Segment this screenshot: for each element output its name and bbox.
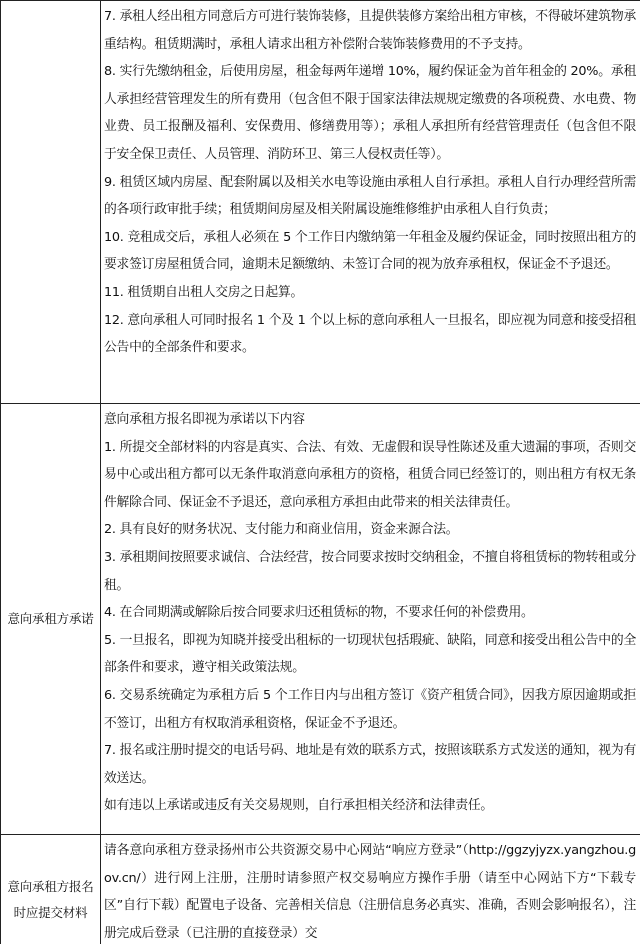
commitment-paragraph: 2. 具有良好的财务状况、支付能力和商业信用，资金来源合法。 — [104, 522, 459, 538]
commitment-paragraph: 7. 报名或注册时提交的电话号码、地址是有效的联系方式，按照该联系方式发送的通知，视为有效送达。 — [104, 743, 636, 786]
clause-paragraph: 12. 意向承租人可同时报名 1 个及 1 个以上标的意向承租人一旦报名，即应视为同意和接受招租公告中的全部条件和要求。 — [104, 312, 636, 356]
row-label-cell — [1, 404, 101, 835]
row-content-cell — [101, 1, 640, 404]
commitment-paragraph: 意向承租方报名即视为承诺以下内容 — [104, 412, 305, 427]
row-label: 意向承租方承诺 — [7, 611, 94, 626]
commitment-paragraph: 3. 承租期间按照要求诚信、合法经营，按合同要求按时交纳租金，不擅自将租赁标的物转租或分租。 — [104, 549, 636, 593]
row-label: 意向承租方报名时应提交材料 — [7, 879, 94, 920]
table-row — [1, 835, 640, 944]
commitment-paragraph: 5. 一旦报名，即视为知晓并接受出租标的一切现状包括瑕疵、缺陷，同意和接受出租公告中的全部条件和要求，遵守相关政策法规。 — [104, 632, 636, 676]
clause-paragraph: 8. 实行先缴纳租金，后使用房屋，租金每两年递增 10%，履约保证金为首年租金的 20%。承租人承担经营管理发生的所有费用（包含但不限于国家法律法规规定缴费的各项税费、水电费、物业费、员工报酬及福利、安保费用、修缮费用等）；承租人承担所有经营管理责任（包含但不限于安全保卫责任、人员管理、消防环卫、第三人侵权责任等）。 — [104, 64, 636, 162]
row-content-cell — [101, 835, 640, 944]
commitment-paragraph: 如有违以上承诺或违反有关交易规则，自行承担相关经济和法律责任。 — [104, 798, 493, 814]
row-label-cell — [1, 835, 101, 944]
commitment-paragraph: 1. 所提交全部材料的内容是真实、合法、有效、无虚假和误导性陈述及重大遗漏的事项，否则交易中心或出租方都可以无条件取消意向承租方的资格，租赁合同已经签订的，则出租方有权无条件解除合同、保证金不予退还，意向承租方承担由此带来的相关法律责任。 — [104, 439, 636, 510]
clause-paragraph: 10. 竞租成交后，承租人必须在 5 个工作日内缴纳第一年租金及履约保证金，同时按照出租方的要求签订房屋租赁合同，逾期未足额缴纳、未签订合同的视为放弃承租权，保证金不予退还。 — [104, 229, 636, 273]
table-row — [1, 404, 640, 835]
clause-paragraph: 7. 承租人经出租方同意后方可进行装饰装修，且提供装修方案给出租方审核，不得破坏建筑物承重结构。租赁期满时，承租人请求出租方补偿附合装饰装修费用的不予支持。 — [104, 9, 636, 52]
commitment-paragraph: 6. 交易系统确定为承租方后 5 个工作日内与出租方签订《资产租赁合同》，因我方原因逾期或拒不签订，出租方有权取消承租资格，保证金不予退还。 — [104, 687, 636, 731]
clause-paragraph: 11. 租赁期自出租人交房之日起算。 — [104, 284, 304, 300]
row-content-cell — [101, 404, 640, 835]
registration-paragraph: 请各意向承租方登录扬州市公共资源交易中心网站“响应方登录”（http://ggzyjyzx.yangzhou.gov.cn/）进行网上注册，注册时请参照产权交易响应方操作手册（请至中心网站下方“下载专区”自行下载）配置电子设备、完善相关信息（注册信息务必真实、准确，否则会影响报名），注册完成后登录（已注册的直接登录）交 — [104, 843, 636, 941]
clause-paragraph: 9. 租赁区域内房屋、配套附属以及相关水电等设施由承租人自行承担。承租人自行办理经营所需的各项行政审批手续；租赁期间房屋及相关附属设施维修维护由承租人自行负责； — [104, 174, 636, 218]
row-label-cell — [1, 1, 101, 404]
table-row — [1, 1, 640, 404]
commitment-paragraph: 4. 在合同期满或解除后按合同要求归还租赁标的物，不要求任何的补偿费用。 — [104, 605, 534, 621]
